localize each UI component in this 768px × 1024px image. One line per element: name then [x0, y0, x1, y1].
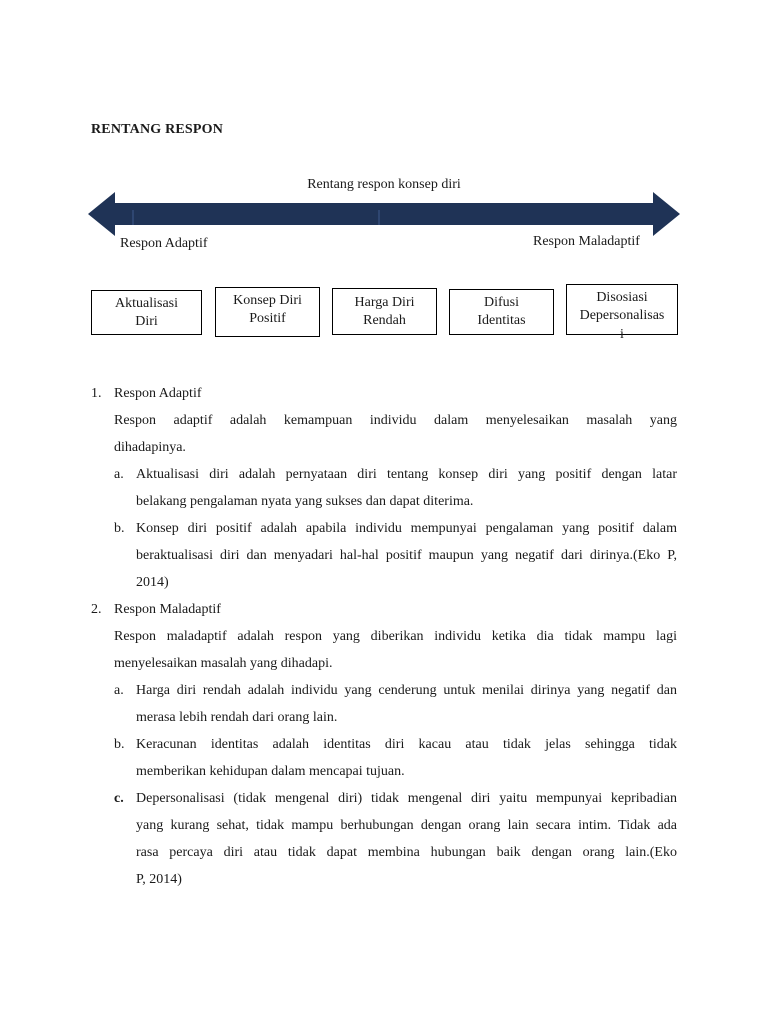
- list-marker: b.: [114, 737, 125, 752]
- box-overflow-text: i: [620, 327, 624, 342]
- double-arrow-shape: [88, 192, 680, 236]
- list-item-line: merasa lebih rendah dari orang lain.: [136, 710, 338, 725]
- box-line: Diri: [135, 313, 158, 329]
- double-arrow: [88, 190, 680, 238]
- section-number: 1.: [91, 386, 102, 401]
- box-aktualisasi-diri: [91, 290, 202, 335]
- box-line: Difusi: [484, 295, 519, 310]
- box-line: Positif: [249, 311, 286, 326]
- list-item-line: Harga diri rendah adalah individu yang cenderung untuk menilai dirinya yang negatif dan: [136, 683, 677, 698]
- page-title: RENTANG RESPON: [91, 122, 224, 137]
- section-paragraph-line: Respon adaptif adalah kemampuan individu dalam menyelesaikan masalah yang: [114, 413, 677, 428]
- box-konsep-diri-positif: [215, 287, 320, 337]
- list-item-line: Keracunan identitas adalah identitas diri kacau atau tidak jelas sehingga tidak: [136, 737, 677, 752]
- list-item-line: 2014): [136, 575, 169, 590]
- list-item-line: yang kurang sehat, tidak mampu berhubungan dengan orang lain secara intim. Tidak ada: [136, 818, 677, 833]
- list-item-line: Konsep diri positif adalah apabila individu mempunyai pengalaman yang positif dalam: [136, 521, 677, 536]
- box-line: Disosiasi: [596, 290, 648, 305]
- list-marker: b.: [114, 521, 125, 536]
- list-item-line: beraktualisasi diri dan menyadari hal-hal positif maupun yang negatif dari dirinya.(Eko P,: [136, 548, 677, 563]
- list-item-line: rasa percaya diri atau tidak dapat membina hubungan baik dengan orang lain.(Eko: [136, 845, 677, 860]
- list-item-line: P, 2014): [136, 872, 182, 887]
- box-harga-diri-rendah: [332, 288, 437, 335]
- list-item-line: Aktualisasi diri adalah pernyataan diri tentang konsep diri yang positif dengan latar: [136, 467, 677, 482]
- left-label: Respon Adaptif: [120, 236, 208, 251]
- section-paragraph-line: Respon maladaptif adalah respon yang diberikan individu ketika dia tidak mampu lagi: [114, 629, 677, 644]
- section-paragraph-line: menyelesaikan masalah yang dihadapi.: [114, 656, 333, 671]
- box-difusi-identitas: [449, 289, 554, 335]
- box-line: Depersonalisas: [579, 308, 665, 323]
- list-marker: a.: [114, 467, 124, 482]
- box-line: Harga Diri: [354, 294, 415, 310]
- response-list: [91, 380, 677, 900]
- list-item-line: Depersonalisasi (tidak mengenal diri) tidak mengenal diri yaitu mempunyai kepribadian: [136, 791, 677, 806]
- box-line: Rendah: [363, 312, 406, 328]
- section-paragraph-line: dihadapinya.: [114, 440, 186, 455]
- list-item-line: belakang pengalaman nyata yang sukses dan dapat diterima.: [136, 494, 474, 509]
- box-line: Aktualisasi: [115, 295, 178, 311]
- section-number: 2.: [91, 602, 102, 617]
- box-line: Konsep Diri: [233, 293, 302, 308]
- right-label: Respon Maladaptif: [533, 234, 640, 249]
- section-title: Respon Maladaptif: [114, 602, 221, 617]
- list-marker: a.: [114, 683, 124, 698]
- box-line: Identitas: [477, 313, 526, 328]
- section-title: Respon Adaptif: [114, 386, 202, 401]
- arrow-label: Rentang respon konsep diri: [307, 177, 461, 192]
- list-marker: c.: [114, 791, 124, 806]
- list-item-line: memberikan kehidupan dalam mencapai tujuan.: [136, 764, 405, 779]
